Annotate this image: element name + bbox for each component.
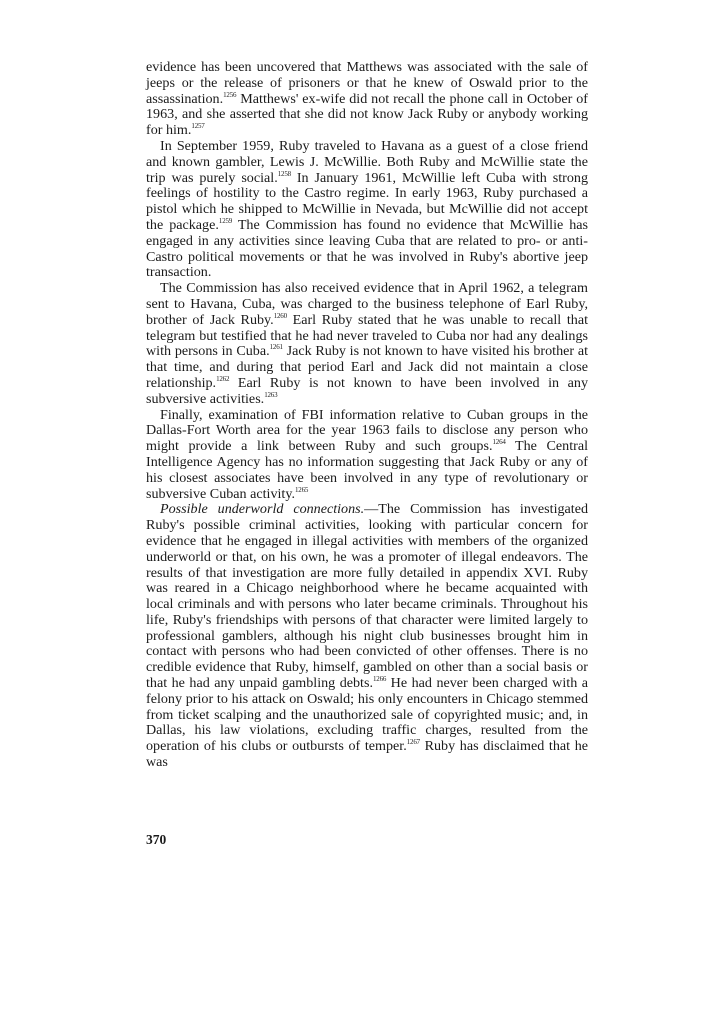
footnote-reference: 1259 bbox=[218, 216, 233, 225]
text-run: Matthews' ex-wife did not recall the phone call in October of 1963, and she asserted that she did not know Jack Ruby or anybody working for him. bbox=[146, 90, 588, 139]
footnote-reference: 1258 bbox=[277, 169, 291, 178]
footnote-reference: 1262 bbox=[216, 374, 230, 383]
text-run: Jack Ruby is not known to have visited his brother at that time, and during that period Earl and Jack did not maintain a close relationship. bbox=[146, 343, 588, 391]
text-run: Finally, examination of FBI information relative to Cuban groups in the Dallas-Fort Worth area for the year 1963 fails to disclose any person who might provide a link between Ruby and such groups. bbox=[146, 406, 588, 455]
text-run: The Commission has also received evidence that in April 1962, a telegram sent to Havana, Cuba, was charged to the business telephone of Earl Ruby, brother of Jack Ruby. bbox=[146, 280, 588, 328]
footnote-reference: 1266 bbox=[372, 675, 387, 684]
footnote-reference: 1261 bbox=[269, 343, 283, 352]
footnote-reference: 1264 bbox=[492, 438, 506, 447]
text-run: The Central Intelligence Agency has no information suggesting that Jack Ruby or any of his closest associates have been involved in any type of revolutionary or subversive Cuban activity. bbox=[146, 438, 589, 502]
footnote-reference: 1265 bbox=[295, 485, 309, 494]
paragraph bbox=[146, 408, 588, 503]
body-text bbox=[146, 60, 588, 771]
text-run: In September 1959, Ruby traveled to Havana as a guest of a close friend and known gambler, Lewis J. McWillie. Both Ruby and McWillie state the trip was purely social. bbox=[146, 137, 588, 186]
text-run: Earl Ruby stated that he was unable to recall that telegram but testified that he had never traveled to Cuba nor had any dealings with persons in Cuba. bbox=[146, 311, 588, 360]
footnote-reference: 1267 bbox=[406, 738, 420, 747]
text-run: In January 1961, McWillie left Cuba with strong feelings of hostility to the Castro regime. In early 1963, Ruby purchased a pistol which he shipped to McWillie in Nevada, but McWillie did not accept the package. bbox=[146, 169, 588, 233]
paragraph bbox=[146, 502, 588, 771]
text-run: —The Commission has investigated Ruby's possible criminal activities, looking with particular concern for evidence that he engaged in illegal activities with members of the organized underworld or that, on his own, he was a promoter of illegal endeavors. The results of that investigation are more fully detailed in appendix XVI. Ruby was reared in a Chicago neighborhood where he became acquainted with local criminals and with persons who later became criminals. Throughout his life, Ruby's friendships with persons of that character were limited largely to professional gamblers, although his night club businesses brought him in contact with persons who had been convicted of other offenses. There is no credible evidence that Ruby, himself, gambled on other than a social basis or that he had any unpaid gambling debts. bbox=[146, 501, 589, 692]
text-run: Earl Ruby is not known to have been involved in any subversive activities. bbox=[146, 374, 588, 407]
footnote-reference: 1256 bbox=[223, 90, 237, 99]
footnote-reference: 1260 bbox=[273, 311, 287, 320]
paragraph bbox=[146, 281, 588, 407]
text-run: Ruby has disclaimed that he was bbox=[146, 738, 588, 771]
text-run: The Commission has found no evidence that McWillie has engaged in any activities since leaving Cuba that are related to pro- or anti-Castro political movements or that he was involved in Ruby's abortive jeep transaction. bbox=[146, 216, 588, 281]
paragraph bbox=[146, 60, 588, 139]
section-heading-inline: Possible underworld connections. bbox=[160, 501, 365, 518]
page-number: 370 bbox=[146, 832, 167, 847]
footnote-reference: 1263 bbox=[264, 390, 278, 399]
footnote-reference: 1257 bbox=[191, 122, 205, 131]
text-run: He had never been charged with a felony prior to his attack on Oswald; his only encounters in Chicago stemmed from ticket scalping and the unauthorized sale of copyrighted music; and, in Dallas, his law violations, excluding traffic charges, resulted from the operation of his clubs or outbursts of temper. bbox=[146, 675, 588, 755]
document-page bbox=[146, 60, 588, 771]
paragraph bbox=[146, 139, 588, 281]
text-run: evidence has been uncovered that Matthews was associated with the sale of jeeps or the release of prisoners or that he knew of Oswald prior to the assassination. bbox=[146, 59, 588, 107]
